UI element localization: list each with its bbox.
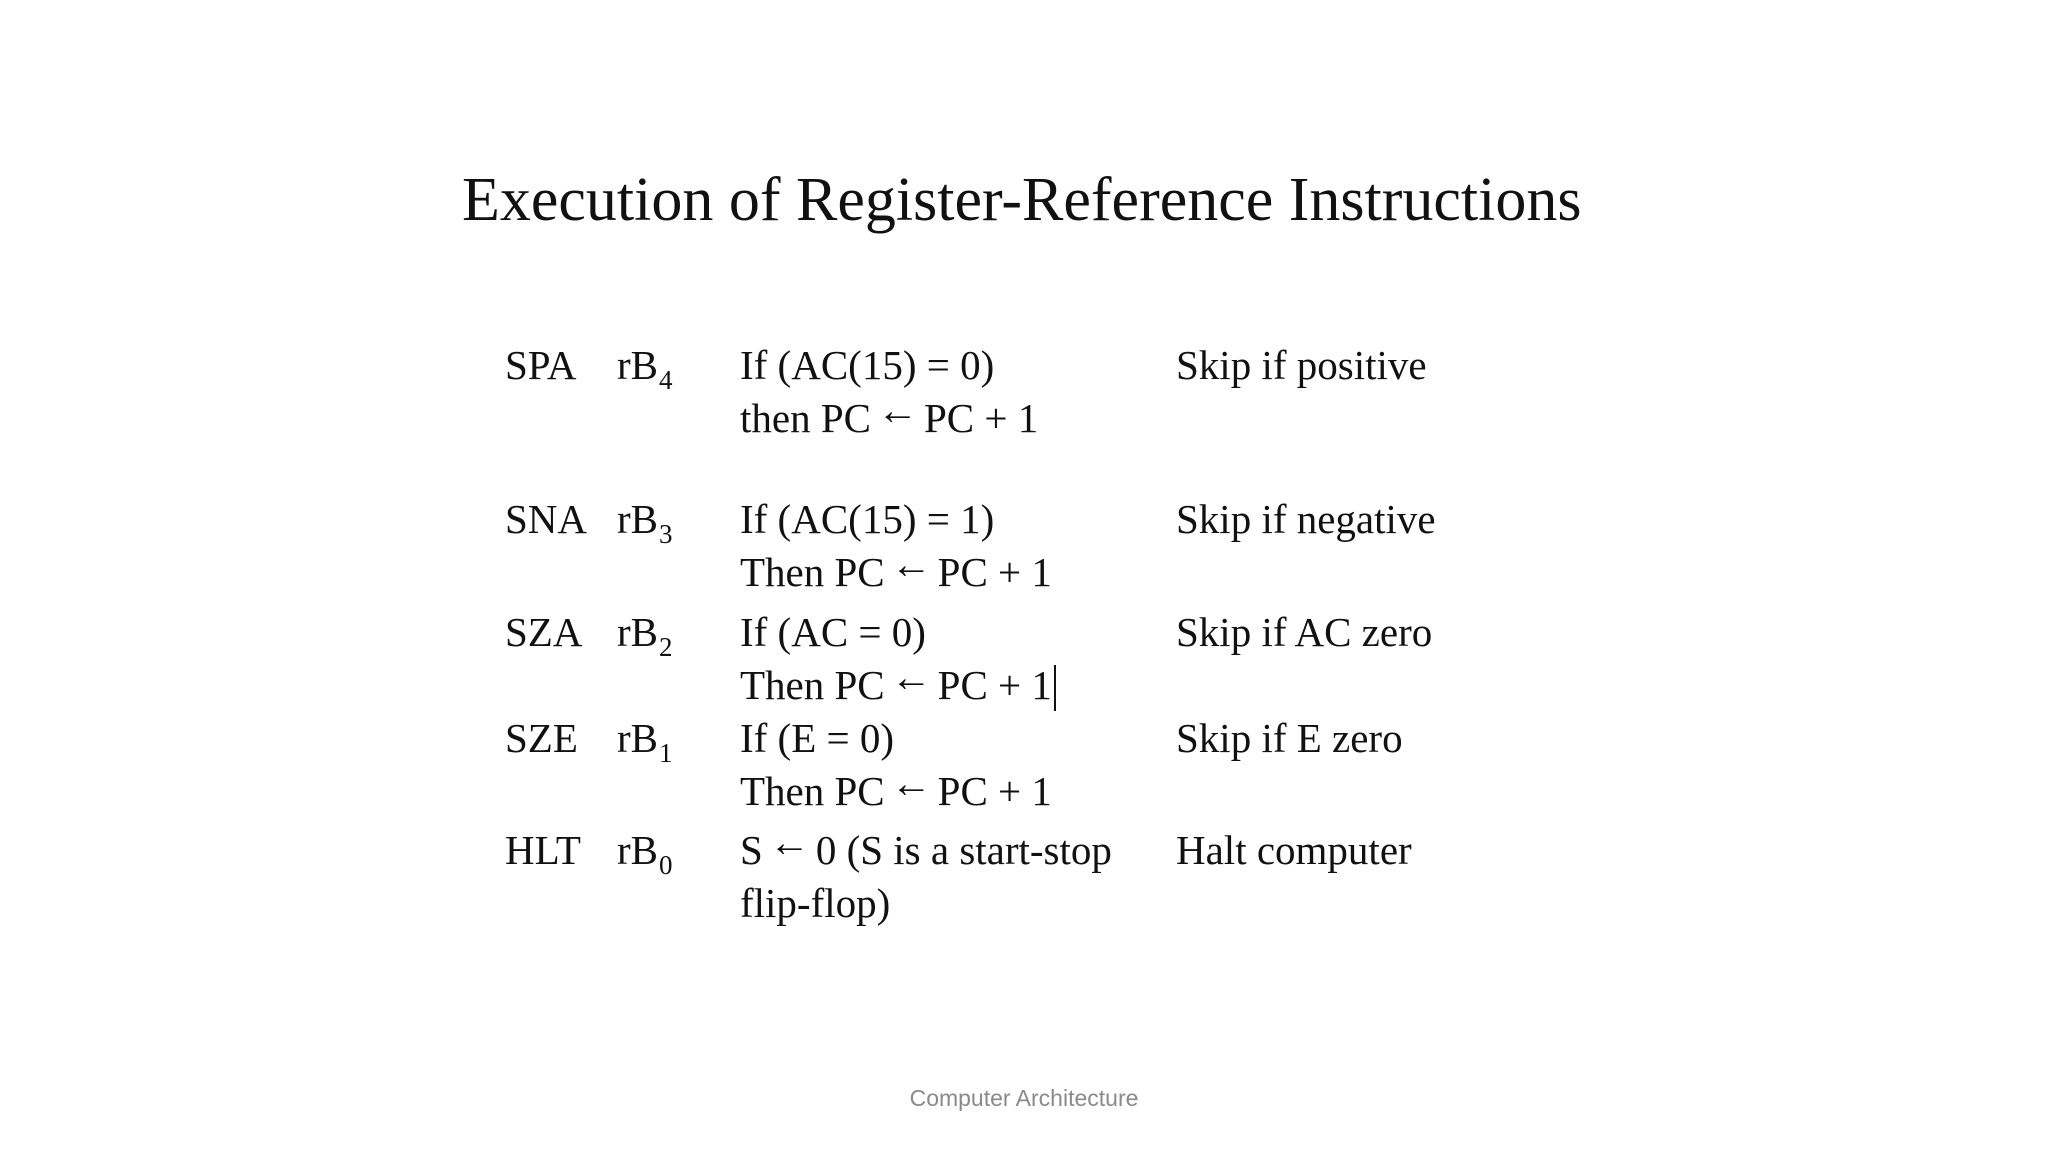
description-cell: Skip if positive	[1176, 342, 1427, 388]
operation-text: Then PC	[740, 549, 885, 595]
operation-text: 0 (S is a start-stop	[815, 827, 1112, 873]
description-cell: Skip if negative	[1176, 496, 1436, 542]
code-subscript: 0	[659, 850, 673, 880]
code-text: rB	[617, 715, 658, 761]
description-cell: Skip if E zero	[1176, 715, 1403, 761]
code-cell	[617, 714, 673, 767]
code-text: rB	[617, 609, 658, 655]
operation-line-1: If (AC(15) = 1)	[740, 496, 995, 542]
code-subscript: 2	[659, 632, 673, 662]
slide-title: Execution of Register-Reference Instructions	[462, 166, 1582, 234]
description-cell: Skip if AC zero	[1176, 609, 1433, 655]
left-arrow-icon: ←	[768, 819, 810, 865]
code-cell	[617, 608, 673, 661]
operation-line-2	[740, 654, 1056, 713]
code-cell	[617, 495, 673, 548]
operation-line-1: If (AC(15) = 0)	[740, 342, 995, 388]
mnemonic-cell: SZA	[505, 609, 583, 655]
description-cell: Halt computer	[1176, 827, 1412, 873]
mnemonic-cell: HLT	[505, 827, 581, 873]
slide-footer: Computer Architecture	[909, 1085, 1139, 1111]
operation-text: PC + 1	[937, 549, 1052, 595]
operation-line-2	[740, 541, 1052, 596]
code-subscript: 1	[659, 738, 673, 768]
mnemonic-cell: SZE	[505, 715, 578, 761]
operation-line-1: If (E = 0)	[740, 715, 895, 761]
code-text: rB	[617, 342, 658, 388]
code-subscript: 4	[659, 365, 673, 395]
operation-text: Then PC	[740, 662, 885, 708]
left-arrow-icon: ←	[877, 387, 918, 433]
operation-line-2	[740, 760, 1052, 815]
code-cell	[617, 341, 673, 394]
operation-line-2	[740, 387, 1039, 442]
code-text: rB	[617, 496, 658, 542]
operation-text: PC + 1	[924, 395, 1039, 441]
text-cursor	[1054, 665, 1056, 711]
operation-text: PC + 1	[937, 662, 1052, 708]
code-subscript: 3	[659, 519, 673, 549]
operation-text: then PC	[740, 395, 871, 441]
code-cell	[617, 826, 673, 879]
mnemonic-cell: SPA	[505, 342, 577, 388]
code-text: rB	[617, 827, 658, 873]
operation-text: S	[740, 827, 763, 873]
operation-line-1	[740, 819, 1112, 874]
left-arrow-icon: ←	[890, 541, 932, 587]
left-arrow-icon: ←	[890, 760, 932, 806]
operation-line-2: flip-flop)	[740, 880, 891, 926]
operation-text: PC + 1	[937, 768, 1052, 814]
operation-line-1: If (AC = 0)	[740, 609, 926, 655]
left-arrow-icon: ←	[890, 654, 932, 700]
operation-text: Then PC	[740, 768, 885, 814]
mnemonic-cell: SNA	[505, 496, 588, 542]
